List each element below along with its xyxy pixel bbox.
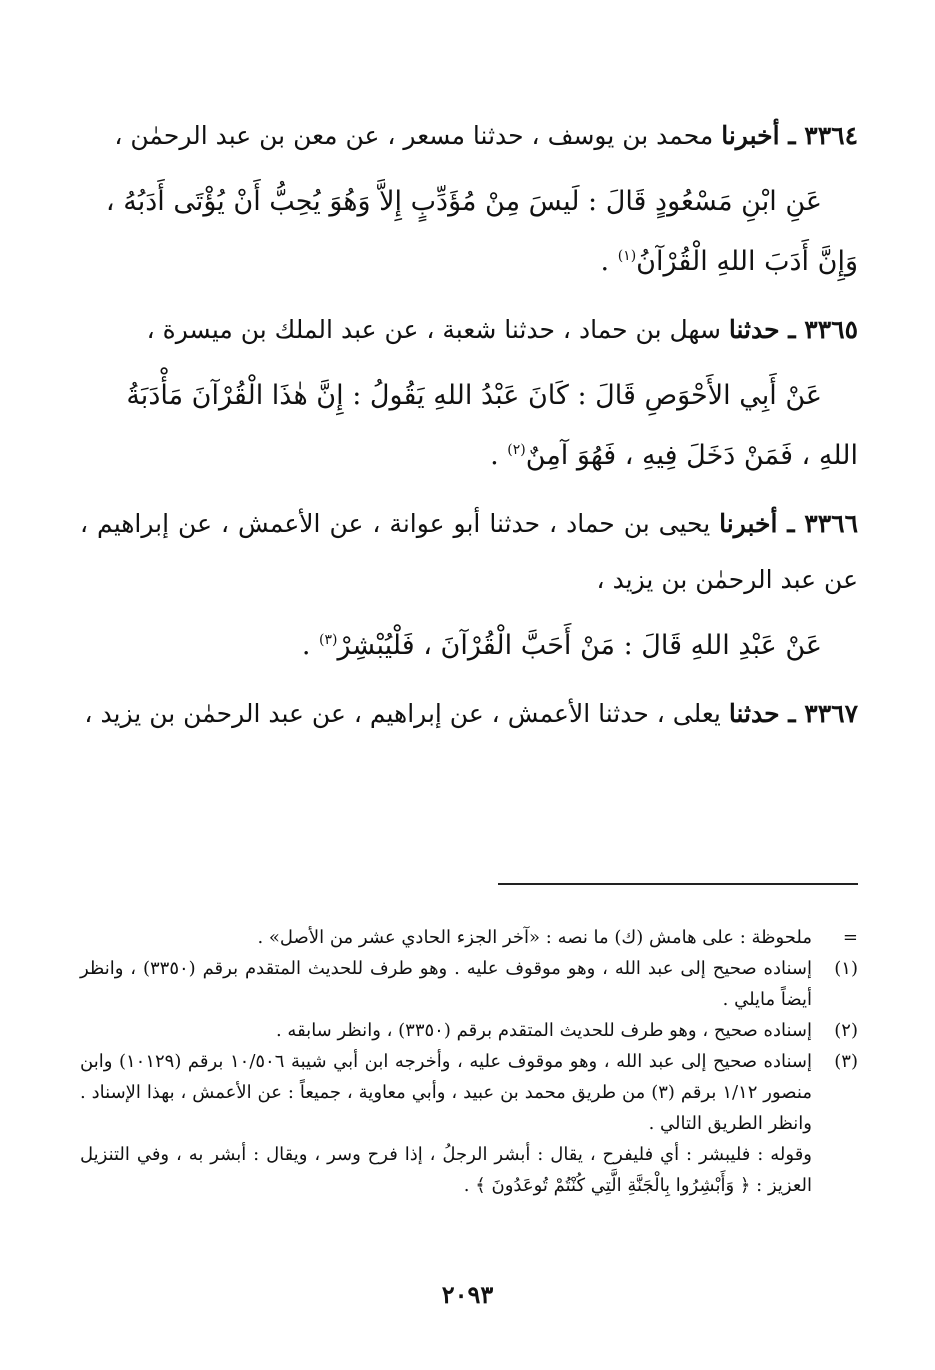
footnote-text-part-2: وقوله : فليبشر : أي فليفرح ، يقال : أبشر الرجلُ ، إذا فرح وسر ، ويقال : أبشر به ، وفي التنزيل العزيز : ﴿ وَأَبْشِرُوا بِالْجَنَّةِ الَّتِي كُنْتُمْ تُوعَدُونَ ﴾ . [80,1144,812,1196]
footnote-ref: (٢) [507,442,526,458]
hadith-3367-isnad: ٣٣٦٧ ـ حدثنا يعلى ، حدثنا الأعمش ، عن إبراهيم ، عن عبد الرحمٰن بن يزيد ، [84,699,858,728]
footnotes [80,922,858,1201]
footnote-mark: (١) [834,958,858,979]
footnote-mark: (٣) [834,1051,858,1072]
footnote-separator [498,883,858,885]
hadith-isnad-text: يعلى ، حدثنا الأعمش ، عن إبراهيم ، عن عبد الرحمٰن بن يزيد ، [84,699,721,728]
footnote-continuation [80,922,858,953]
hadith-matn-text: عَنْ عَبْدِ اللهِ قَالَ : مَنْ أَحَبَّ الْقُرْآنَ ، فَلْيُبْشِرْ [337,630,822,661]
hadith-3365-isnad: ٣٣٦٥ ـ حدثنا سهل بن حماد ، حدثنا شعبة ، عن عبد الملك بن ميسرة ، [146,315,858,344]
footnote-ref: (٣) [319,632,338,648]
footnote-text: ملحوظة : على هامش (ك) ما نصه : «آخر الجزء الحادي عشر من الأصل» . [257,927,812,948]
hadith-3364-isnad: ٣٣٦٤ ـ أخبرنا محمد بن يوسف ، حدثنا مسعر ، عن معن بن عبد الرحمٰن ، [114,121,858,150]
hadith-isnad-text: سهل بن حماد ، حدثنا شعبة ، عن عبد الملك بن ميسرة ، [146,315,721,344]
footnote-2 [80,1015,858,1046]
main-text [80,108,858,750]
hadith-number: ٣٣٦٤ [804,121,858,150]
footnote-mark: (٢) [834,1020,858,1041]
hadith-matn-text: عَنِ ابْنِ مَسْعُودٍ قَالَ : لَيسَ مِنْ مُؤَدِّبٍ إِلاَّ وَهُوَ يُحِبُّ أَنْ يُؤْتَى أَدَبُهُ ، وَإِنَّ أَدَبَ اللهِ الْقُرْآنُ [105,186,858,277]
footnote-text: إسناده صحيح إلى عبد الله ، وهو موقوف عليه . وهو طرف للحديث المتقدم برقم (٣٣٥٠) ، وانظر أيضاً مايلي . [80,958,812,1010]
matn-end: . [490,440,508,471]
hadith-matn-text: عَنْ أَبِي الأَحْوَصِ قَالَ : كَانَ عَبْدُ اللهِ يَقُولُ : إِنَّ هٰذَا الْقُرْآنَ مَأْدَبَةُ اللهِ ، فَمَنْ دَخَلَ فِيهِ ، فَهُوَ آمِنٌ [126,380,858,471]
hadith-3365-matn [80,366,858,486]
hadith-3366-isnad: ٣٣٦٦ ـ أخبرنا يحيى بن حماد ، حدثنا أبو عوانة ، عن الأعمش ، عن إبراهيم ، عن عبد الرحمٰن بن يزيد ، [80,509,858,594]
hadith-isnad-text: محمد بن يوسف ، حدثنا مسعر ، عن معن بن عبد الرحمٰن ، [114,121,714,150]
hadith-number: ٣٣٦٧ [804,699,858,728]
page-number: ٢٠٩٣ [441,1280,494,1309]
footnote-mark: = [842,927,858,948]
footnote-3 [80,1046,858,1201]
hadith-isnad-text: يحيى بن حماد ، حدثنا أبو عوانة ، عن الأعمش ، عن إبراهيم ، عن عبد الرحمٰن بن يزيد ، [80,509,858,594]
hadith-3366-matn [80,616,858,676]
hadith-lead: أخبرنا [721,121,780,150]
footnote-text [80,1046,812,1201]
hadith-number: ٣٣٦٦ [804,509,858,538]
matn-end: . [301,630,320,661]
footnote-text-part-1: إسناده صحيح إلى عبد الله ، وهو موقوف عليه ، وأخرجه ابن أبي شيبة ١٠/٥٠٦ برقم (١٠١٢٩) وابن منصور ١/١٢ برقم (٣) من طريق محمد بن عبيد ، وأبي معاوية ، جميعاً : عن الأعمش ، بهذا الإسناد . وانظر الطريق التالي . [80,1051,812,1134]
hadith-number: ٣٣٦٥ [804,315,858,344]
hadith-lead: حدثنا [728,699,780,728]
footnote-text: إسناده صحيح ، وهو طرف للحديث المتقدم برقم (٣٣٥٠) ، وانظر سابقه . [275,1020,812,1041]
hadith-lead: حدثنا [728,315,780,344]
footnote-ref: (١) [617,248,637,264]
matn-end: . [600,246,618,277]
hadith-3364-matn [80,172,858,292]
hadith-lead: أخبرنا [719,509,778,538]
footnote-1 [80,953,858,1015]
